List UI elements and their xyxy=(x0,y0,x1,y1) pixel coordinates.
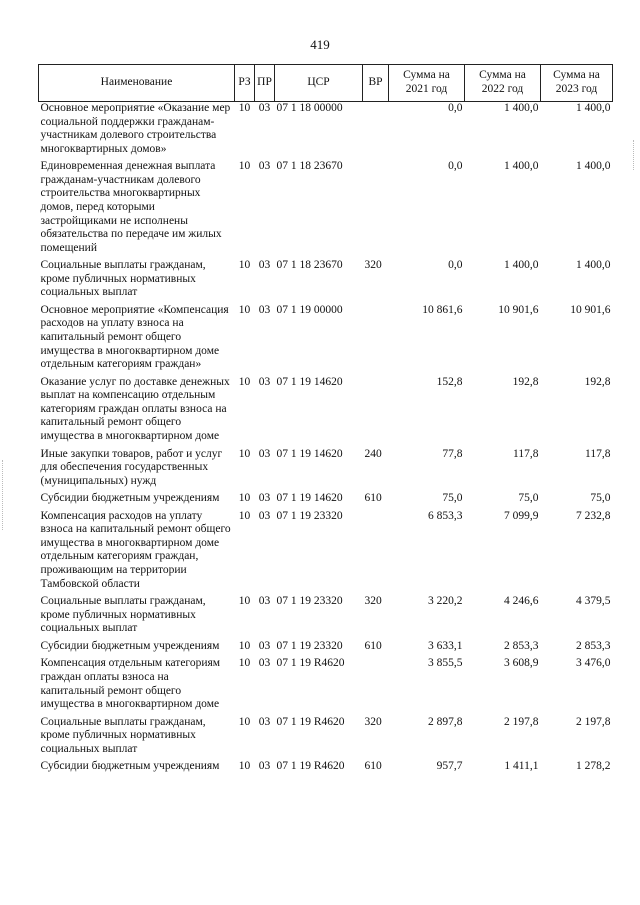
cell-vr xyxy=(363,160,389,259)
cell-sum-2021: 3 633,1 xyxy=(428,639,463,652)
cell-csr: 07 1 19 14620 xyxy=(276,375,343,388)
header-vr: ВР xyxy=(363,65,389,102)
cell-sum-2022: 4 246,6 xyxy=(504,595,539,608)
cell-sum-2021: 10 861,6 xyxy=(422,303,463,316)
cell-sum-2021: 77,8 xyxy=(442,447,463,460)
cell-pr: 03 xyxy=(258,303,271,316)
table-row xyxy=(39,376,613,448)
cell-rz: 10 xyxy=(238,259,251,272)
cell-sum-2023: 10 901,6 xyxy=(570,303,611,316)
cell-sum-2022: 3 608,9 xyxy=(504,657,539,670)
cell-sum-2022: 1 400,0 xyxy=(504,160,539,173)
cell-sum-2022: 75,0 xyxy=(518,492,539,505)
scan-edge-mark-left xyxy=(2,460,5,530)
cell-name: Оказание услуг по доставке денежных выплат на компенсацию отдельным категориям граждан оплаты взноса на капитальный ремонт общего имущества в многоквартирном доме xyxy=(40,375,230,442)
table-row xyxy=(39,492,613,510)
cell-name: Социальные выплаты гражданам, кроме публичных нормативных социальных выплат xyxy=(40,715,206,755)
cell-pr: 03 xyxy=(258,447,271,460)
cell-pr: 03 xyxy=(258,715,271,728)
cell-pr: 03 xyxy=(258,639,271,652)
cell-csr: 07 1 19 23320 xyxy=(276,595,343,608)
cell-sum-2022: 7 099,9 xyxy=(504,509,539,522)
cell-rz: 10 xyxy=(238,509,251,522)
cell-sum-2021: 957,7 xyxy=(436,760,463,773)
scan-edge-mark-right xyxy=(633,140,636,170)
cell-sum-2022: 2 853,3 xyxy=(504,639,539,652)
table-row xyxy=(39,102,613,161)
cell-sum-2023: 7 232,8 xyxy=(576,509,611,522)
cell-rz: 10 xyxy=(238,639,251,652)
cell-sum-2023: 117,8 xyxy=(585,447,611,460)
cell-rz: 10 xyxy=(238,715,251,728)
cell-sum-2023: 2 197,8 xyxy=(576,715,611,728)
cell-pr: 03 xyxy=(258,595,271,608)
cell-csr: 07 1 18 23670 xyxy=(276,160,343,173)
cell-sum-2022: 1 400,0 xyxy=(504,102,539,114)
cell-rz: 10 xyxy=(238,375,251,388)
cell-pr: 03 xyxy=(258,657,271,670)
cell-vr: 240 xyxy=(364,447,382,460)
cell-name: Компенсация расходов на уплату взноса на капитальный ремонт общего имущества в многоквартирном доме отдельным категориям граждан, проживающим на территории Тамбовской области xyxy=(40,509,231,590)
cell-csr: 07 1 19 14620 xyxy=(276,492,343,505)
cell-sum-2021: 3 855,5 xyxy=(428,657,463,670)
cell-rz: 10 xyxy=(238,447,251,460)
cell-vr: 320 xyxy=(364,595,382,608)
header-sum-2021: Сумма на 2021 год xyxy=(389,65,465,102)
cell-sum-2021: 6 853,3 xyxy=(428,509,463,522)
table-row xyxy=(39,259,613,304)
header-rz: РЗ xyxy=(235,65,255,102)
cell-csr: 07 1 19 R4620 xyxy=(276,760,345,773)
cell-csr: 07 1 19 00000 xyxy=(276,303,343,316)
cell-csr: 07 1 19 23320 xyxy=(276,639,343,652)
cell-rz: 10 xyxy=(238,492,251,505)
table-row xyxy=(39,510,613,595)
cell-pr: 03 xyxy=(258,102,271,114)
cell-sum-2023: 1 400,0 xyxy=(576,160,611,173)
table-row xyxy=(39,657,613,715)
cell-name: Основное мероприятие «Оказание мер социальной поддержки гражданам-участникам долевого строительства многоквартирных домов» xyxy=(40,102,231,155)
cell-sum-2022: 117,8 xyxy=(513,447,539,460)
cell-name: Основное мероприятие «Компенсация расходов на уплату взноса на капитальный ремонт общего имущества в многоквартирном доме отдельным категориям граждан» xyxy=(40,303,229,371)
cell-vr: 320 xyxy=(364,715,382,728)
cell-rz: 10 xyxy=(238,303,251,316)
table-row xyxy=(39,304,613,376)
cell-vr xyxy=(363,376,389,448)
cell-sum-2021: 2 897,8 xyxy=(428,715,463,728)
cell-pr: 03 xyxy=(258,160,271,173)
cell-pr: 03 xyxy=(258,509,271,522)
cell-csr: 07 1 19 23320 xyxy=(276,509,343,522)
cell-vr: 610 xyxy=(364,760,382,773)
table-row xyxy=(39,716,613,761)
cell-sum-2023: 1 400,0 xyxy=(576,102,611,114)
cell-rz: 10 xyxy=(238,657,251,670)
cell-sum-2023: 4 379,5 xyxy=(576,595,611,608)
cell-rz: 10 xyxy=(238,595,251,608)
cell-rz: 10 xyxy=(238,102,251,114)
cell-sum-2023: 1 400,0 xyxy=(576,259,611,272)
cell-sum-2023: 3 476,0 xyxy=(576,657,611,670)
cell-csr: 07 1 18 23670 xyxy=(276,259,343,272)
cell-vr: 320 xyxy=(364,259,382,272)
table-row xyxy=(39,595,613,640)
table-row xyxy=(39,760,613,778)
cell-sum-2021: 0,0 xyxy=(448,160,463,173)
table-body xyxy=(39,102,613,778)
cell-name: Социальные выплаты гражданам, кроме публичных нормативных социальных выплат xyxy=(40,595,206,635)
cell-sum-2023: 192,8 xyxy=(584,375,611,388)
cell-csr: 07 1 19 R4620 xyxy=(276,715,345,728)
cell-sum-2021: 3 220,2 xyxy=(428,595,463,608)
cell-vr: 610 xyxy=(364,639,382,652)
budget-table xyxy=(38,64,613,778)
cell-name: Единовременная денежная выплата гражданам-участникам долевого строительства многоквартирных домов, перед которыми застройщиками не исполнены обязательства по передаче им жилых помещений xyxy=(40,160,222,254)
cell-name: Иные закупки товаров, работ и услуг для обеспечения государственных (муниципальных) нужд xyxy=(40,447,223,487)
cell-sum-2022: 192,8 xyxy=(512,375,539,388)
page-number: 419 xyxy=(310,37,330,52)
cell-vr xyxy=(363,102,389,161)
cell-pr: 03 xyxy=(258,760,271,773)
cell-csr: 07 1 19 14620 xyxy=(276,447,343,460)
cell-vr xyxy=(363,657,389,715)
cell-name: Субсидии бюджетным учреждениям xyxy=(40,492,220,505)
cell-sum-2021: 0,0 xyxy=(448,102,463,114)
header-sum-2022: Сумма на 2022 год xyxy=(465,65,541,102)
cell-pr: 03 xyxy=(258,375,271,388)
cell-pr: 03 xyxy=(258,259,271,272)
cell-sum-2023: 1 278,2 xyxy=(576,760,611,773)
cell-sum-2023: 2 853,3 xyxy=(576,639,611,652)
cell-csr: 07 1 19 R4620 xyxy=(276,657,345,670)
header-csr: ЦСР xyxy=(275,65,363,102)
cell-sum-2022: 2 197,8 xyxy=(504,715,539,728)
cell-pr: 03 xyxy=(258,492,271,505)
cell-csr: 07 1 18 00000 xyxy=(276,102,343,114)
cell-sum-2021: 75,0 xyxy=(442,492,463,505)
cell-name: Социальные выплаты гражданам, кроме публичных нормативных социальных выплат xyxy=(40,259,206,299)
cell-sum-2021: 152,8 xyxy=(436,375,463,388)
header-name: Наименование xyxy=(39,65,235,102)
header-sum-2023: Сумма на 2023 год xyxy=(541,65,613,102)
cell-name: Компенсация отдельным категориям граждан оплаты взноса на капитальный ремонт общего имущества в многоквартирном доме xyxy=(40,657,221,711)
cell-sum-2021: 0,0 xyxy=(448,259,463,272)
cell-rz: 10 xyxy=(238,160,251,173)
cell-name: Субсидии бюджетным учреждениям xyxy=(40,639,220,652)
cell-vr xyxy=(363,510,389,595)
header-pr: ПР xyxy=(255,65,275,102)
table-row xyxy=(39,160,613,259)
cell-name: Субсидии бюджетным учреждениям xyxy=(40,760,220,773)
cell-sum-2022: 1 400,0 xyxy=(504,259,539,272)
table-row xyxy=(39,640,613,658)
table-row xyxy=(39,448,613,493)
cell-sum-2022: 1 411,1 xyxy=(504,760,539,773)
cell-vr xyxy=(363,304,389,376)
cell-vr: 610 xyxy=(364,492,382,505)
cell-sum-2022: 10 901,6 xyxy=(498,303,539,316)
table-header-row xyxy=(39,65,613,102)
cell-rz: 10 xyxy=(238,760,251,773)
cell-sum-2023: 75,0 xyxy=(590,492,611,505)
